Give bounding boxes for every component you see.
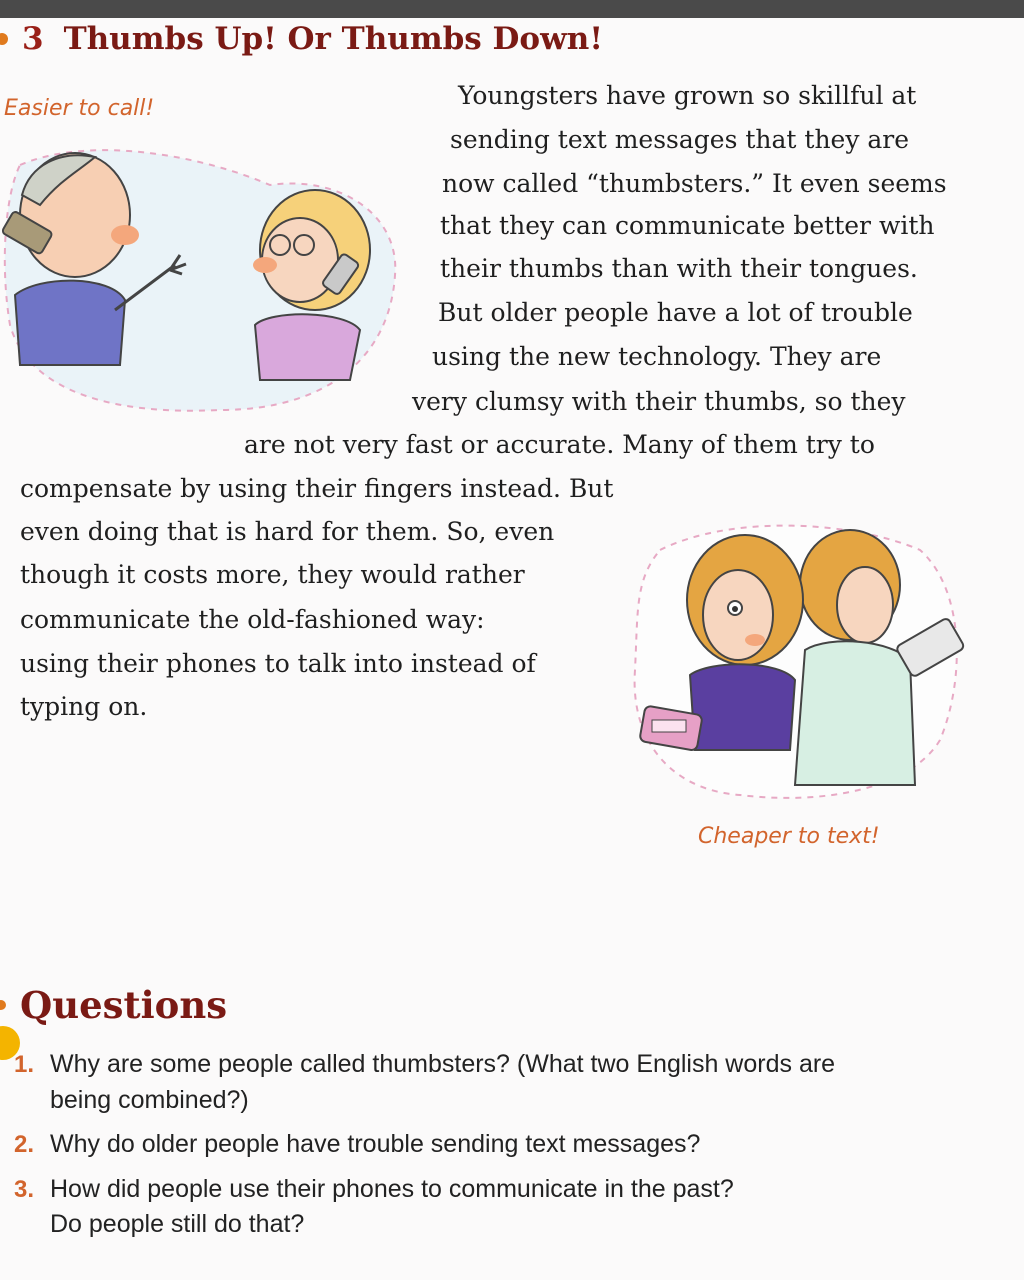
paragraph-line-6: But older people have a lot of trouble (438, 298, 913, 327)
paragraph-line-9: are not very fast or accurate. Many of them try to (244, 430, 875, 459)
paragraph-line-13: communicate the old-fashioned way: (20, 605, 485, 634)
section-number: 3 (22, 21, 44, 57)
paragraph-line-11: even doing that is hard for them. So, even (20, 517, 555, 546)
paragraph-line-14: using their phones to talk into instead of (20, 649, 536, 678)
paragraph-line-1: Youngsters have grown so skillful at (458, 81, 917, 110)
question-1-number: 1. (14, 1051, 35, 1078)
paragraph-line-3: now called “thumbsters.” It even seems (442, 169, 947, 198)
caption-easier-to-call: Easier to call! (4, 96, 155, 121)
title-bullet (0, 33, 8, 45)
paragraph-line-4: that they can communicate better with (440, 211, 935, 240)
paragraph-line-2: sending text messages that they are (450, 125, 910, 154)
paragraph-line-8: very clumsy with their thumbs, so they (412, 387, 906, 416)
question-2-line-1: Why do older people have trouble sending text messages? (50, 1130, 701, 1158)
question-1-line-2: being combined?) (50, 1086, 249, 1114)
questions-heading-text: Questions (20, 983, 228, 1027)
questions-bullet (0, 1000, 6, 1010)
elderly-people-on-phones-illustration (0, 125, 410, 425)
section-title (0, 14, 603, 64)
caption-cheaper-to-text: Cheaper to text! (698, 824, 880, 849)
question-1-line-1: Why are some people called thumbsters? (What two English words are (50, 1050, 836, 1078)
questions-heading (0, 975, 227, 1035)
section-title-text: Thumbs Up! Or Thumbs Down! (63, 21, 603, 57)
paragraph-line-15: typing on. (20, 692, 148, 721)
paragraph-line-5: their thumbs than with their tongues. (440, 254, 918, 283)
question-2-number: 2. (14, 1131, 35, 1158)
question-3-line-2: Do people still do that? (50, 1210, 305, 1238)
paragraph-line-7: using the new technology. They are (432, 342, 882, 371)
young-people-texting-illustration (620, 510, 970, 810)
paragraph-line-12: though it costs more, they would rather (20, 560, 525, 589)
paragraph-line-10: compensate by using their fingers instead. But (20, 474, 614, 503)
question-3-line-1: How did people use their phones to communicate in the past? (50, 1175, 734, 1203)
question-3-number: 3. (14, 1176, 35, 1203)
